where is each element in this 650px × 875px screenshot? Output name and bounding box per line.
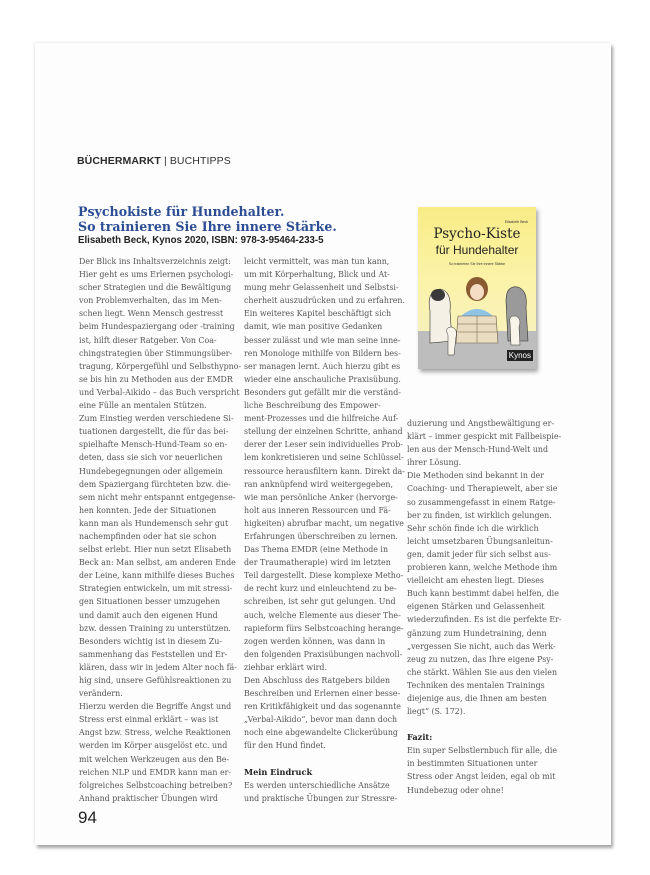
text-line: und Verbal-Aikido – das Buch verspricht [79,387,240,397]
text-line: schreiben, ist sehr gut gelungen. Und [244,597,396,607]
text-line: tuationen dargestellt, die für das bei- [79,427,229,437]
text-line: schen liegt. Wenn Mensch gestresst [79,309,224,319]
text-line: und praktische Übungen zur Stressre- [244,793,398,803]
text-line: dem Spaziergang fürchteten bzw. die- [79,479,231,489]
text-line: gen, damit jeder für sich selbst aus- [407,549,551,559]
text-line: spielhafte Mensch-Hund-Team so en- [79,440,228,450]
text-line: klären, dass wir in jedem Alter noch fä- [79,662,237,672]
text-column-3 [407,417,575,797]
text-line: Zum Einstieg werden verschiedene Si- [79,414,234,424]
text-line: ran anknüpfend wird weitergegeben, [244,479,394,489]
text-line: ziehbar erklärt wird. [244,662,327,672]
text-line: Hier geht es ums Erlernen psychologi- [79,270,234,280]
text-line: nachempfinden oder hat sie schon [79,531,217,541]
text-line: derer der Leser sein individuelles Prob- [244,440,403,450]
text-line: auch, welche Elemente aus dieser The- [244,610,401,620]
publisher-logo: Kynos [508,351,531,360]
text-line: und damit auch den eigenen Hund [79,610,218,620]
text-line: Ein super Selbstlernbuch für alle, die [407,746,558,756]
text-line: ressource herausfiltern kann. Direkt da- [244,466,405,476]
text-line: scher Strategien und die Bewältigung [79,283,232,293]
text-line: eine Fülle an mentalen Stützen. [79,401,207,411]
text-line: um mit Körperhaltung, Blick und At- [244,270,390,280]
text-line: sammenhang das Feststellen und Er- [79,649,228,659]
text-line: bzw. dessen Training zu unterstützen. [79,623,232,633]
text-line: Der Blick ins Inhaltsverzeichnis zeigt: [79,257,231,266]
text-line: noch eine abgewandelte Clickerübung [244,728,398,738]
text-line: verändern. [79,689,123,699]
text-line: in bestimmten Situationen unter [407,759,538,769]
text-line: ren Kritikfähigkeit und das sogenannte [244,702,401,712]
text-column-1 [79,255,244,805]
text-line: probieren kann, welche Methode ihm [407,563,558,573]
text-line: ren Monologe mithilfe von Bildern bes- [244,348,401,358]
text-line: gänzung zum Hundetraining, denn [407,628,547,638]
text-line: wiederzufinden. Es ist die perfekte Er- [407,615,562,625]
page-number: 94 [78,808,97,827]
text-line: liegt“ (S. 172). [407,707,466,717]
text-line: stellung der einzelnen Schritte, anhand [244,427,403,437]
text-line: Coaching- und Therapiewelt, aber sie [407,484,558,494]
text-line: mung mehr Gelassenheit und Selbstsi- [244,283,399,293]
text-line: deten, dass sie sich vor neuerlichen [79,453,223,463]
text-line: ber zu finden, ist wirklich gelungen. [407,510,552,520]
article-byline: Elisabeth Beck, Kynos 2020, ISBN: 978-3-95464-233-5 [78,235,324,246]
text-line: Buch kann bestimmt dabei helfen, die [407,589,559,599]
text-line: „vergessen Sie nicht, auch das Werk- [407,641,556,651]
text-line: chingstrategien über Stimmungsüber- [79,348,233,358]
text-line: Teil dargestellt. Diese komplexe Metho- [244,571,404,581]
text-line: tragung, Körpergefühl und Selbsthypno- [79,361,242,371]
text-line: wie man persönliche Anker (hervorge- [244,492,398,502]
text-line: zogen werden können, was dann in [244,636,386,646]
text-line: len aus der Mensch-Hund-Welt und [407,445,549,455]
fazit-heading: Fazit: [407,732,433,743]
text-line: hig sind, unsere Gefühlsreaktionen zu [79,676,232,685]
text-line: duzierung und Angstbewältigung er- [407,419,555,428]
text-line: Ein weiteres Kapitel beschäftigt sich [244,309,392,319]
text-line: liche Beschreibung des Empower- [244,401,381,411]
article-title-line2: So trainieren Sie Ihre innere Stärke. [78,218,337,234]
cover-subtitle: So trainieren Sie Ihre innere Stärke [448,262,506,266]
text-line: beim Hundespaziergang oder -training [79,322,235,332]
text-line: „Verbal-Aikido“, bevor man dann doch [244,715,398,725]
cover-title-line2: für Hundehalter [435,243,519,257]
text-line: folgreiches Selbstcoaching betreiben? [79,780,233,790]
text-line: Hundebegegnungen oder allgemein [79,466,223,476]
article-title-line1: Psychokiste für Hundehalter. [78,204,285,219]
text-line: Das Thema EMDR (eine Methode in [244,545,389,555]
woman-face [470,284,484,300]
text-line: Strategien entwickeln, um mit stressi- [79,584,233,594]
text-line: se bis hin zu Methoden aus der EMDR [79,374,233,384]
article-title [78,205,408,234]
text-line: klärt – immer gespickt mit Fallbeispie- [407,432,562,442]
text-line: hen konnten. Jede der Situationen [79,505,217,515]
text-line: leicht umsetzbaren Übungsanleitun- [407,536,553,546]
text-line: Beschreiben und Erlernen einer besse- [244,689,401,699]
text-line: Angst bzw. Stress, welche Reaktionen [79,728,231,738]
text-line: so zusammengefasst in einem Ratge- [407,497,556,507]
subsection-name: BUCHTIPPS [169,155,231,167]
text-line: leicht vermittelt, was man tun kann, [244,257,390,266]
text-line: lem konkretisieren und seine Schlüssel- [244,453,404,463]
text-line: che stärkt. Wählen Sie aus den vielen [407,667,558,677]
text-line: Den Abschluss des Ratgebers bilden [244,676,391,685]
text-line: der Traumatherapie) wird im letzten [244,558,391,568]
text-line: Techniken des mentalen Trainings [407,680,545,690]
text-line: damit, wie man positive Gedanken [244,322,383,332]
text-line: holt aus inneren Ressourcen und Fä- [244,505,391,515]
text-line: besser zulässt und wie man seine inne- [244,335,401,345]
text-line: cherheit auszudrücken und zu erfahren. [244,296,405,306]
text-line: kann man als Hundemensch sehr gut [79,518,229,528]
text-line: Die Methoden sind bekannt in der [407,471,544,481]
text-line: Stress erst einmal erklärt – was ist [79,715,219,725]
text-line: den folgenden Praxisübungen nachvoll- [244,649,403,659]
text-line: eigenen Stärken und Gelassenheit [407,602,545,612]
mein-eindruck-heading: Mein Eindruck [244,766,313,777]
text-line: Hierzu werden die Begriffe Angst und [79,702,232,712]
section-header [77,155,231,167]
text-line: vielleicht am ehesten liegt. Dieses [407,576,544,586]
text-column-2 [244,255,409,805]
cover-title-line1: Psycho-Kiste [433,226,521,242]
book-cover-image [418,207,536,369]
text-line: von Problemverhalten, das im Men- [79,296,222,306]
text-line: sem nicht mehr entspannt entgegense- [79,492,236,502]
text-line: werden im Körper ausgelöst etc. und [79,741,228,751]
text-line: Beck an: Man selbst, am anderen Ende [79,558,236,568]
text-line: Sehr schön finde ich die wirklich [407,523,539,533]
text-line: zeug zu nutzen, das Ihre eigene Psy- [407,654,554,664]
text-line: der Leine, kann mithilfe dieses Buches [79,571,235,581]
text-line: reichen NLP und EMDR kann man er- [79,767,232,777]
text-line: ment-Prozesses und die hilfreiche Auf- [244,414,399,424]
text-line: ist, hilft dieser Ratgeber. Von Coa- [79,335,217,345]
text-line: Stress oder Angst leiden, egal ob mit [407,772,556,782]
text-line: selbst erlebt. Hier nun setzt Elisabeth [79,545,232,555]
magazine-page [35,43,611,845]
text-line: Erfahrungen überschreiben zu lernen. [244,531,398,541]
text-line: rapieform fürs Selbstcoaching herange- [244,623,404,633]
text-line: wieder eine anschauliche Praxisübung. [244,374,401,384]
text-line: diejenige aus, die Ihnen am besten [407,693,547,703]
small-dog-right [510,316,520,345]
text-line: mit welchen Werkzeugen aus den Be- [79,754,230,764]
text-line: für den Hund findet. [244,741,326,751]
text-line: Besonders gut gefällt mir die verständ- [244,387,401,397]
cover-author: Elisabeth Beck [504,220,528,224]
text-line: Besonders wichtig ist in diesem Zu- [79,636,222,646]
text-line: higkeiten) abrufbar macht, um negative [244,518,404,528]
section-separator: | [160,155,170,167]
text-line: Anhand praktischer Übungen wird [79,793,218,803]
section-name: BÜCHERMARKT [77,155,161,167]
text-line: Hundebezug oder ohne! [407,785,504,795]
text-line: de recht kurz und einleuchtend zu be- [244,584,397,594]
text-line: Es werden unterschiedliche Ansätze [244,780,390,790]
text-line: ser managen lernt. Auch hierzu gibt es [244,361,401,371]
text-line: ihrer Lösung. [407,458,462,468]
text-line: gen Situationen besser umzugehen [79,597,221,607]
